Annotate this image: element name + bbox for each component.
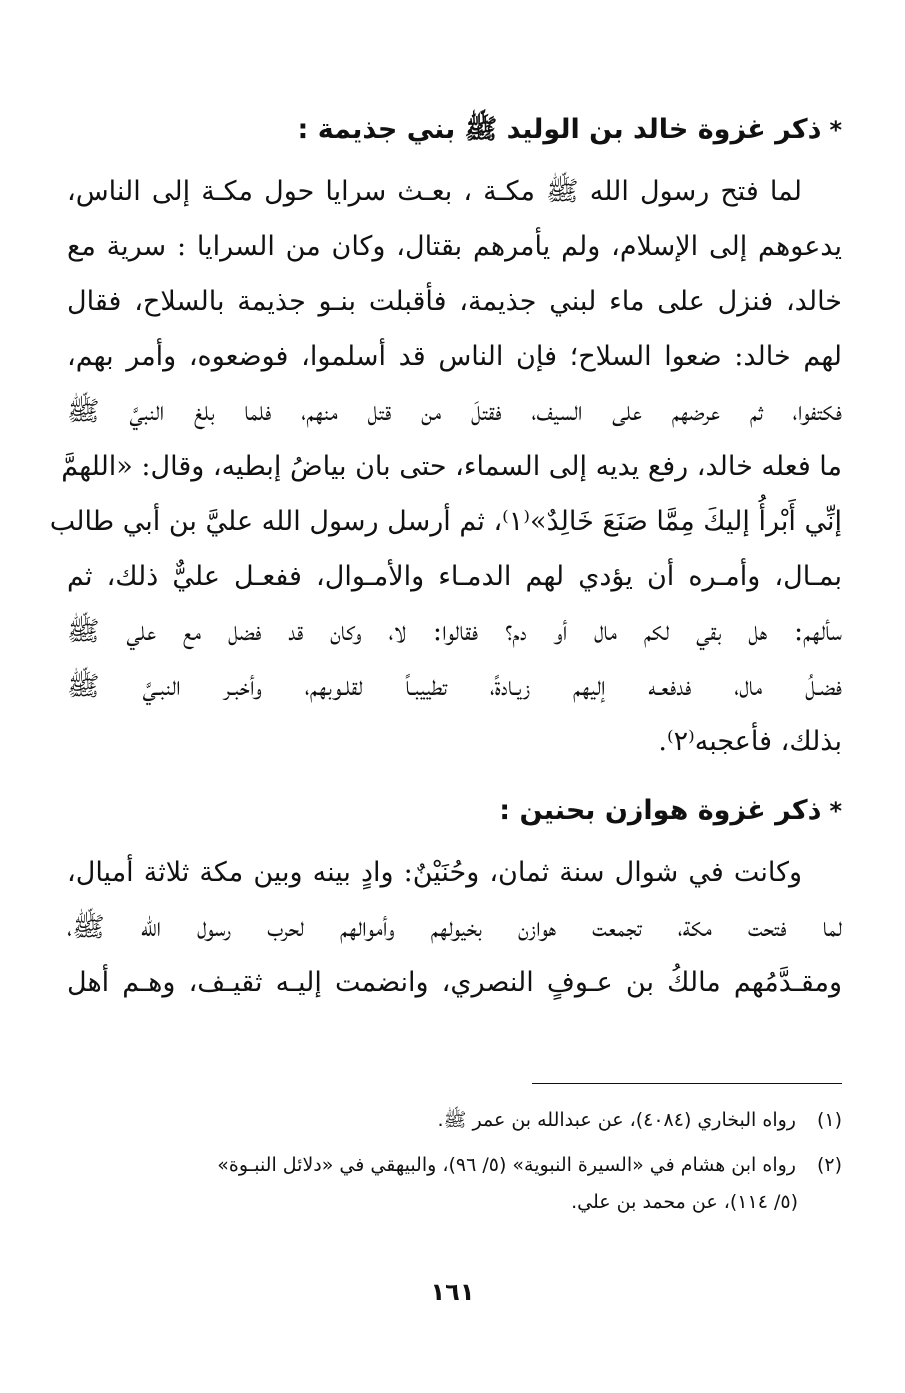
footnote-text: رواه البخاري (٤٠٨٤)، عن عبدالله بن عمر ﷺ. xyxy=(437,1109,796,1131)
heading-text: ذكر غزوة هوازن بحنين : xyxy=(499,795,822,826)
text-line: بمـال، وأمـره أن يؤدي لهم الدمـاء والأمـوال، ففعـل عليٌّ ذلك، ثم xyxy=(67,561,842,592)
heading-text: ذكر غزوة خالد بن الوليد ﷺ بني جذيمة : xyxy=(297,114,822,145)
section-heading-khalid xyxy=(67,108,842,152)
footnote-text: رواه ابن هشام في «السيرة النبوية» (٥/ ٩٦)، والبيهقي في «دلائل النبـوة» xyxy=(217,1154,796,1176)
text-line: ومقـدَّمُهم مالكُ بن عـوفٍ النصري، وانضمت إليـه ثقيـف، وهـم أهل xyxy=(67,967,842,998)
star-bullet-icon: * xyxy=(829,116,842,144)
text-line: بذلك، فأعجبه⁽٢⁾. xyxy=(658,726,842,757)
text-line: وكانت في شوال سنة ثمان، وحُنَيْنٌ: وادٍ بينه وبين مكة ثلاثة أميال، xyxy=(67,857,802,888)
footnotes xyxy=(67,1102,842,1229)
paragraph-khalid xyxy=(49,164,842,769)
main-text xyxy=(49,108,842,1010)
page-number: ١٦١ xyxy=(430,1278,475,1306)
footnote-number: (٢) xyxy=(816,1154,842,1176)
text-line: خالد، فنزل على ماء لبني جذيمة، فأقبلت بنـو جذيمة بالسلاح، فقال xyxy=(67,286,842,317)
footnote-continuation: (٥/ ١١٤)، عن محمد بن علي. xyxy=(571,1191,798,1213)
footnote-number: (١) xyxy=(816,1109,842,1131)
text-line: فضـلُ مال، فدفعـه إليهم زيـادةً، تطييبـاً لقلـوبهم، وأخبـر النبـيَّ ﷺ xyxy=(67,671,842,702)
section-heading-hawazin xyxy=(67,789,842,833)
text-line: يدعوهم إلى الإسلام، ولم يأمرهم بقتال، وكان من السرايا : سرية مع xyxy=(67,231,842,262)
text-line: إنِّي أَبْرأُ إليكَ مِمَّا صَنَعَ خَالِدٌ»⁽١⁾، ثم أرسل رسول الله عليَّ بن أبي طالب xyxy=(49,506,842,537)
footnote-1 xyxy=(67,1102,842,1139)
paragraph-hawazin xyxy=(67,845,842,1010)
text-line: لهم خالد: ضعوا السلاح؛ فإن الناس قد أسلموا، فوضعوه، وأمر بهم، xyxy=(67,341,842,372)
text-line: لما فتح رسول الله ﷺ مكـة ، بعـث سرايا حول مكـة إلى الناس، xyxy=(67,176,802,207)
footnote-separator xyxy=(532,1083,842,1084)
text-line: سألهم: هل بقي لكم مال أو دم؟ فقالوا: لا، وكان قد فضل مع علي ﷺ xyxy=(67,616,842,647)
star-bullet-icon: * xyxy=(829,797,842,825)
text-line: لما فتحت مكة، تجمعت هوازن بخيولهم وأموالهم لحرب رسول الله ﷺ، xyxy=(67,912,842,943)
text-line: ما فعله خالد، رفع يديه إلى السماء، حتى بان بياضُ إبطيه، وقال: «اللهمَّ xyxy=(61,451,842,482)
text-line: فكتفوا، ثم عرضهم على السيف، فقتلَ من قتل منهم، فلما بلغ النبيَّ ﷺ xyxy=(67,396,842,427)
footnote-2 xyxy=(67,1147,842,1221)
